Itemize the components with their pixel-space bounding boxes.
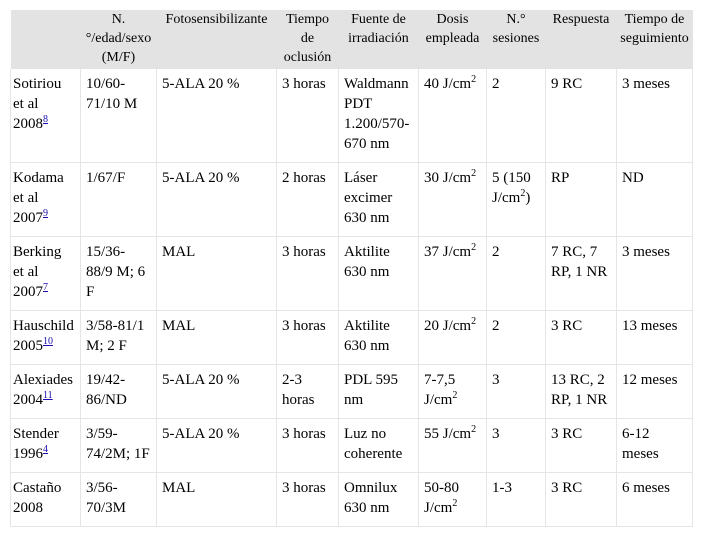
dose-exponent: 2 — [471, 242, 477, 253]
photosensitizer-cell: 5-ALA 20 % — [157, 69, 277, 163]
table-row — [11, 419, 693, 473]
dose-value: 40 J/cm — [424, 76, 472, 92]
sessions-cell — [487, 311, 546, 365]
table-header — [11, 10, 693, 69]
study-cell — [11, 237, 81, 311]
sessions-cell — [487, 419, 546, 473]
study-cell — [11, 419, 81, 473]
n-age-sex-cell: 10/60-71/10 M — [81, 69, 157, 163]
irradiation-source-cell: PDL 595 nm — [339, 365, 419, 419]
dose-cell — [419, 163, 487, 237]
n-age-sex-cell: 19/42-86/ND — [81, 365, 157, 419]
reference-link[interactable]: 4 — [43, 444, 48, 455]
occlusion-time-cell: 3 horas — [277, 419, 339, 473]
n-age-sex-cell: 3/59-74/2M; 1F — [81, 419, 157, 473]
sessions-value: 2 — [492, 244, 500, 260]
sessions-value: 3 — [492, 372, 500, 388]
study-cell — [11, 311, 81, 365]
followup-cell: 6 meses — [617, 473, 693, 527]
header-cell-n: N. °/edad/sexo (M/F) — [81, 10, 157, 69]
followup-cell: ND — [617, 163, 693, 237]
study-cell — [11, 163, 81, 237]
irradiation-source-cell: Aktilite 630 nm — [339, 237, 419, 311]
sessions-cell — [487, 69, 546, 163]
study-name: Sotiriou et al 2008 — [13, 76, 62, 132]
reference-link[interactable]: 9 — [43, 208, 48, 219]
sessions-exponent: 2 — [520, 188, 526, 199]
header-cell-photosensitizer: Fotosensibilizante — [157, 10, 277, 69]
response-cell: 3 RC — [546, 473, 617, 527]
irradiation-source-cell: Waldmann PDT 1.200/570-670 nm — [339, 69, 419, 163]
table-row — [11, 365, 693, 419]
response-cell: 3 RC — [546, 311, 617, 365]
sessions-cell — [487, 163, 546, 237]
study-name: Berking et al 2007 — [13, 244, 62, 300]
followup-cell: 6-12 meses — [617, 419, 693, 473]
sessions-value: 2 — [492, 76, 500, 92]
photosensitizer-cell: MAL — [157, 311, 277, 365]
header-cell-sessions: N.° sesiones — [487, 10, 546, 69]
study-name: Hauschild 2005 — [13, 318, 74, 354]
occlusion-time-cell: 3 horas — [277, 237, 339, 311]
header-cell-dose: Dosis empleada — [419, 10, 487, 69]
irradiation-source-cell: Omnilux 630 nm — [339, 473, 419, 527]
dose-value: 7-7,5 J/cm — [424, 372, 456, 408]
study-name: Alexiades 2004 — [13, 372, 73, 408]
response-cell: 3 RC — [546, 419, 617, 473]
study-name: Kodama et al 2007 — [13, 170, 64, 226]
dose-value: 50-80 J/cm — [424, 480, 459, 516]
sessions-suffix: ) — [525, 190, 531, 206]
header-cell-response: Respuesta — [546, 10, 617, 69]
response-cell: RP — [546, 163, 617, 237]
response-cell: 9 RC — [546, 69, 617, 163]
dose-cell — [419, 69, 487, 163]
table-body — [11, 69, 693, 527]
photosensitizer-cell: 5-ALA 20 % — [157, 163, 277, 237]
study-cell — [11, 69, 81, 163]
sessions-cell — [487, 473, 546, 527]
photosensitizer-cell: MAL — [157, 237, 277, 311]
irradiation-source-cell: Láser excimer 630 nm — [339, 163, 419, 237]
reference-link[interactable]: 8 — [43, 114, 48, 125]
reference-link[interactable]: 7 — [43, 282, 48, 293]
dose-exponent: 2 — [471, 74, 477, 85]
dose-cell — [419, 237, 487, 311]
irradiation-source-cell: Aktilite 630 nm — [339, 311, 419, 365]
table-row — [11, 163, 693, 237]
reference-link[interactable]: 10 — [43, 336, 53, 347]
dose-exponent: 2 — [452, 390, 458, 401]
header-cell-occlusion-time: Tiempo de oclusión — [277, 10, 339, 69]
table-row — [11, 69, 693, 163]
dose-value: 20 J/cm — [424, 318, 472, 334]
occlusion-time-cell: 2-3 horas — [277, 365, 339, 419]
pdt-studies-table — [10, 10, 693, 527]
study-name: Castaño 2008 — [13, 480, 62, 516]
followup-cell: 3 meses — [617, 237, 693, 311]
dose-exponent: 2 — [471, 316, 477, 327]
irradiation-source-cell: Luz no coherente — [339, 419, 419, 473]
sessions-value: 3 — [492, 426, 500, 442]
occlusion-time-cell: 2 horas — [277, 163, 339, 237]
followup-cell: 3 meses — [617, 69, 693, 163]
dose-exponent: 2 — [452, 498, 458, 509]
occlusion-time-cell: 3 horas — [277, 69, 339, 163]
followup-cell: 12 meses — [617, 365, 693, 419]
dose-cell — [419, 419, 487, 473]
photosensitizer-cell: 5-ALA 20 % — [157, 419, 277, 473]
study-cell — [11, 473, 81, 527]
dose-value: 37 J/cm — [424, 244, 472, 260]
sessions-value: 5 (150 J/cm — [492, 170, 531, 206]
photosensitizer-cell: MAL — [157, 473, 277, 527]
header-cell-study — [11, 10, 81, 69]
table-row — [11, 311, 693, 365]
dose-value: 30 J/cm — [424, 170, 472, 186]
dose-exponent: 2 — [471, 424, 477, 435]
response-cell: 7 RC, 7 RP, 1 NR — [546, 237, 617, 311]
sessions-cell — [487, 365, 546, 419]
response-cell: 13 RC, 2 RP, 1 NR — [546, 365, 617, 419]
dose-cell — [419, 365, 487, 419]
table-row — [11, 473, 693, 527]
n-age-sex-cell: 1/67/F — [81, 163, 157, 237]
table-row — [11, 237, 693, 311]
dose-cell — [419, 311, 487, 365]
header-cell-followup: Tiempo de seguimiento — [617, 10, 693, 69]
study-cell — [11, 365, 81, 419]
study-name: Stender 1996 — [13, 426, 59, 462]
sessions-value: 2 — [492, 318, 500, 334]
dose-value: 55 J/cm — [424, 426, 472, 442]
n-age-sex-cell: 15/36-88/9 M; 6 F — [81, 237, 157, 311]
reference-link[interactable]: 11 — [43, 390, 53, 401]
header-cell-irradiation-source: Fuente de irradiación — [339, 10, 419, 69]
photosensitizer-cell: 5-ALA 20 % — [157, 365, 277, 419]
n-age-sex-cell: 3/56-70/3M — [81, 473, 157, 527]
occlusion-time-cell: 3 horas — [277, 311, 339, 365]
n-age-sex-cell: 3/58-81/1 M; 2 F — [81, 311, 157, 365]
followup-cell: 13 meses — [617, 311, 693, 365]
header-row — [11, 10, 693, 69]
dose-exponent: 2 — [471, 168, 477, 179]
sessions-cell — [487, 237, 546, 311]
sessions-value: 1-3 — [492, 480, 512, 496]
dose-cell — [419, 473, 487, 527]
occlusion-time-cell: 3 horas — [277, 473, 339, 527]
